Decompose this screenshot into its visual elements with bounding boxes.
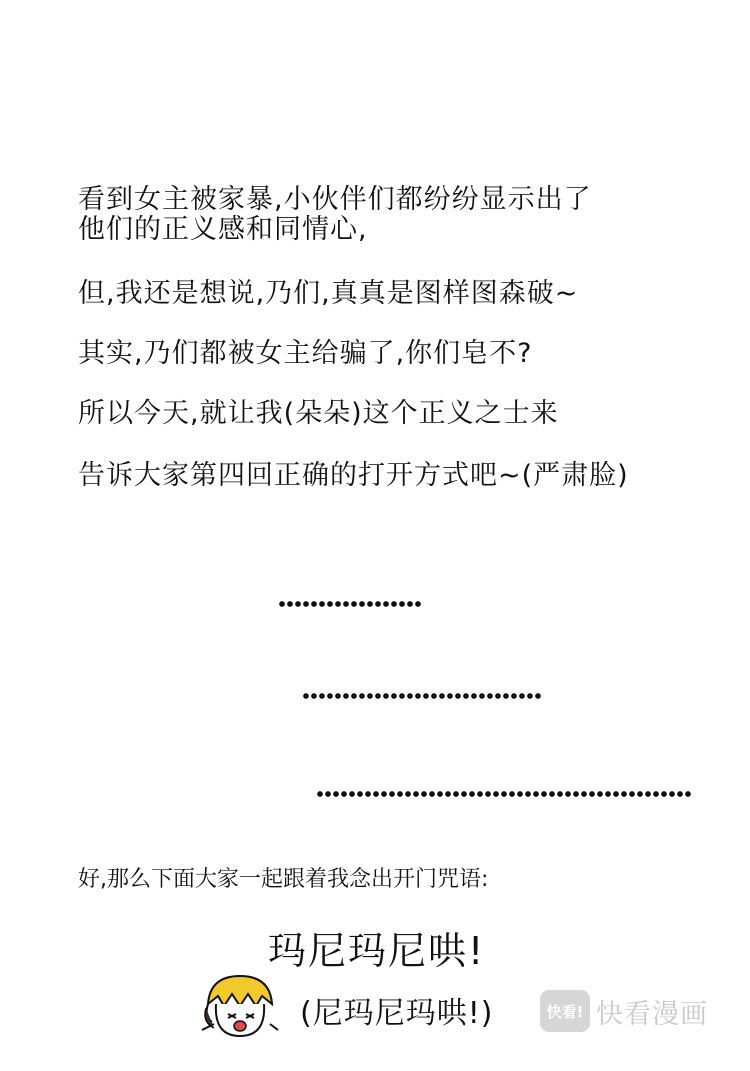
spell-title: 玛尼玛尼哄! [268, 929, 486, 973]
narration-line-4: 其实,乃们都被女主给骗了,你们皂不? [78, 338, 533, 369]
kuaikan-logo-text: 快看漫画 [596, 998, 708, 1030]
ellipsis-dots-3 [316, 790, 692, 798]
narration-line-2: 他们的正义感和同情心, [78, 214, 368, 245]
narration-line-3: 但,我还是想说,乃们,真真是图样图森破~ [78, 278, 579, 309]
kuaikan-logo-icon: 快看! [540, 990, 590, 1032]
spell-prompt: 好,那么下面大家一起跟着我念出开门咒语: [78, 867, 489, 892]
narration-line-1: 看到女主被家暴,小伙伴们都纷纷显示出了 [78, 184, 592, 215]
spell-echo: (尼玛尼玛哄!) [300, 996, 494, 1031]
kuaikan-watermark [540, 990, 708, 1032]
narration-line-5: 所以今天,就让我(朵朵)这个正义之士来 [78, 398, 559, 429]
narration-line-6: 告诉大家第四回正确的打开方式吧~(严肃脸) [78, 460, 629, 491]
ellipsis-dots-2 [302, 692, 542, 700]
chibi-character-icon [200, 970, 280, 1040]
ellipsis-dots-1 [278, 600, 422, 608]
